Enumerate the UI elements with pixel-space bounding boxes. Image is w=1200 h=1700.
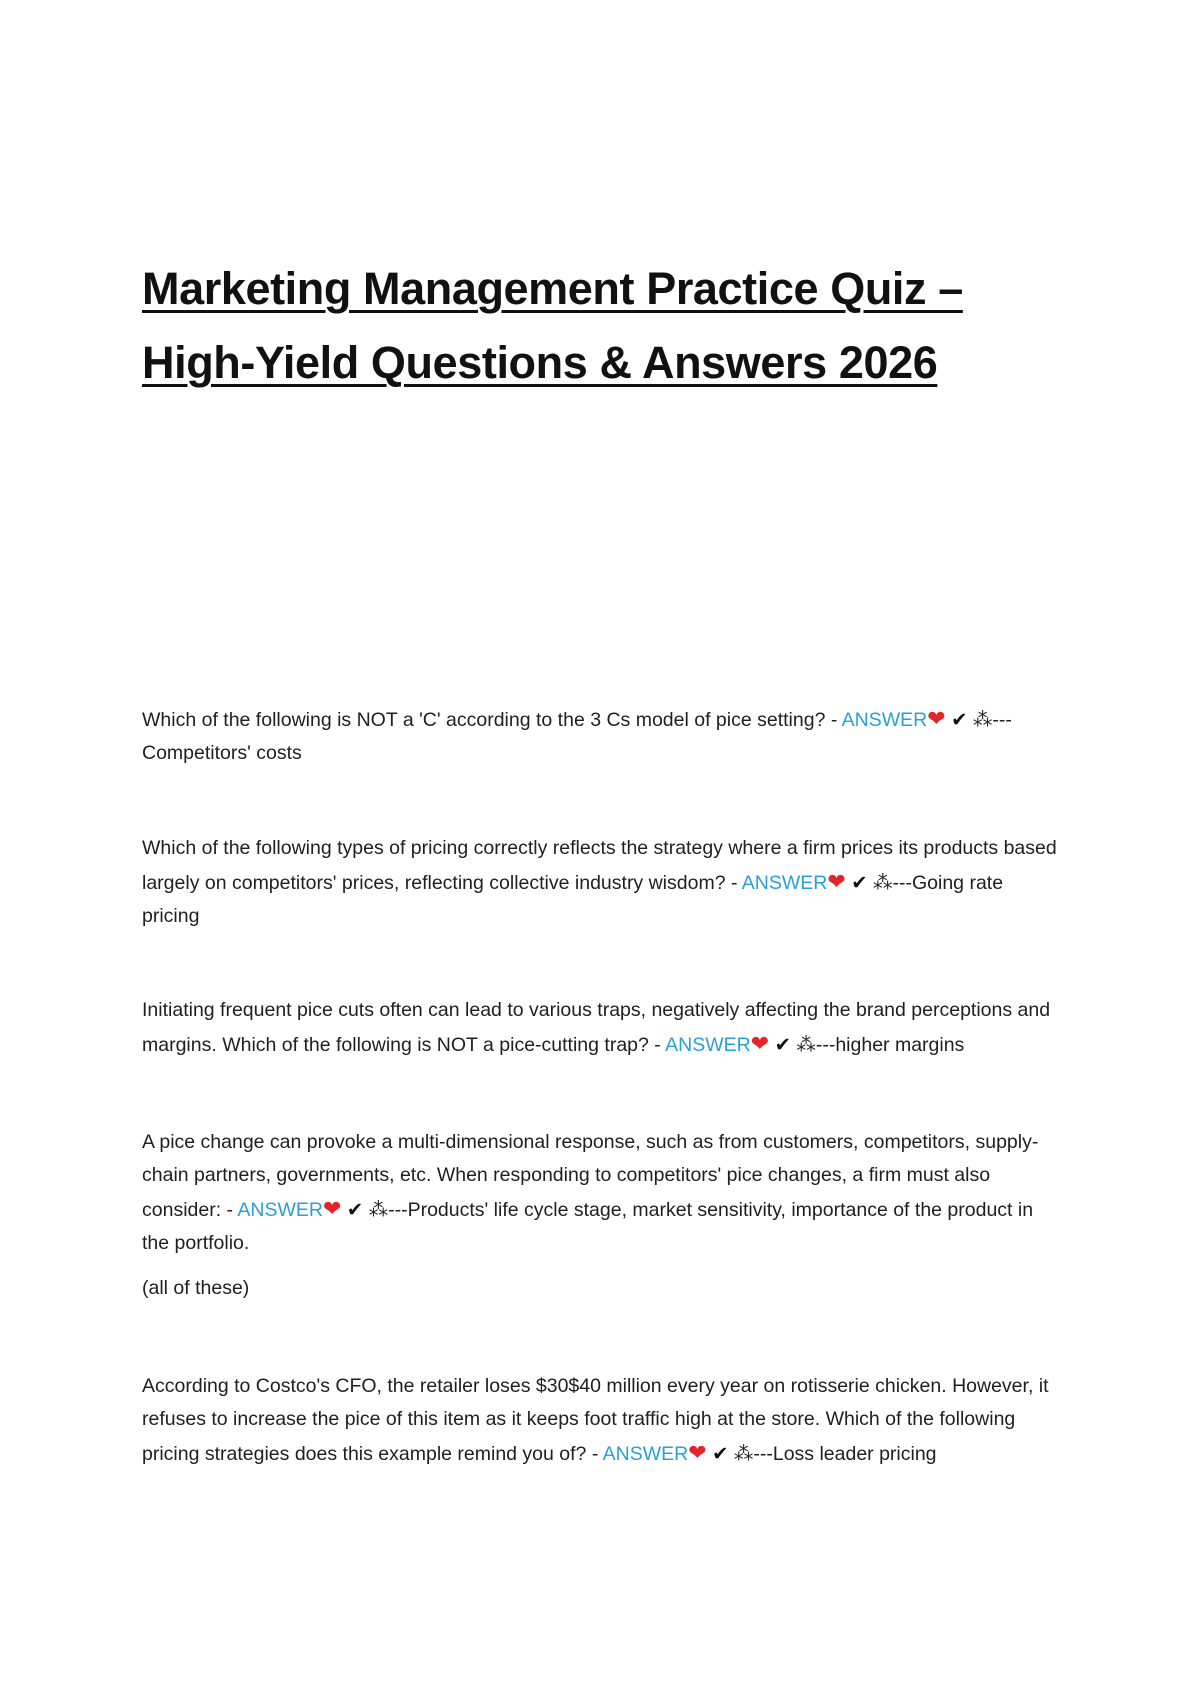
question-text: Which of the following types of pricing correctly reflects the strategy where a firm prices its products based largely on competitors' prices, reflecting collective industry wisdom? - [142,837,1057,894]
check-icon: ✔ [951,709,968,731]
question-text: Initiating frequent pice cuts often can lead to various traps, negatively affecting the brand perceptions and margins. Which of the following is NOT a pice-cutting trap? - [142,999,1051,1056]
sparkle-icon: ⁂ [733,1443,754,1465]
sparkle-icon: ⁂ [873,872,893,894]
heart-icon: ❤ [827,869,846,894]
check-icon: ✔ [774,1034,791,1056]
qa-item-1 [142,702,1062,770]
answer-text: ---Loss leader pricing [753,1443,937,1465]
question-text: A pice change can provoke a multi-dimensional response, such as from customers, competitors, supply-chain partners, governments, etc. When responding to competitors' pice changes, a firm must also consider: - [142,1131,1039,1221]
check-icon: ✔ [851,872,868,894]
answer-text: ---higher margins [815,1034,965,1056]
question-text: Which of the following is NOT a 'C' according to the 3 Cs model of pice setting? - [142,709,842,731]
answer-label: ANSWER [665,1034,751,1056]
sparkle-icon: ⁂ [796,1034,816,1056]
heart-icon: ❤ [927,706,946,731]
answer-text: ---Competitors' costs [142,709,1012,764]
sparkle-icon: ⁂ [368,1199,389,1221]
answer-text: ---Going rate pricing [142,872,1004,927]
qa-item-5 [142,1370,1062,1471]
heart-icon: ❤ [322,1196,342,1221]
qa-note: (all of these) [142,1277,250,1299]
heart-icon: ❤ [750,1031,770,1056]
question-text: According to Costco's CFO, the retailer loses $30$40 million every year on rotisserie chicken. However, it refuses to increase the pice of this item as it keeps foot traffic high at the store. Which of the following pricing strategies does this example remind you of? - [142,1375,1049,1465]
qa-item-3 [142,994,1062,1062]
answer-label: ANSWER [602,1443,689,1465]
title-line-1: Marketing Management Practice Quiz – [142,263,963,314]
answer-text: ---Products' life cycle stage, market sensitivity, importance of the product in the portfolio. [142,1199,1034,1254]
qa-item-2 [142,832,1062,933]
sparkle-icon: ⁂ [972,709,993,731]
heart-icon: ❤ [688,1440,707,1465]
answer-label: ANSWER [741,872,828,894]
title-line-2: High-Yield Questions & Answers 2026 [142,337,938,388]
answer-label: ANSWER [841,709,928,731]
document-title [142,252,1092,400]
qa-item-4 [142,1126,1062,1260]
answer-label: ANSWER [237,1199,323,1221]
check-icon: ✔ [712,1443,729,1465]
check-icon: ✔ [346,1199,364,1221]
